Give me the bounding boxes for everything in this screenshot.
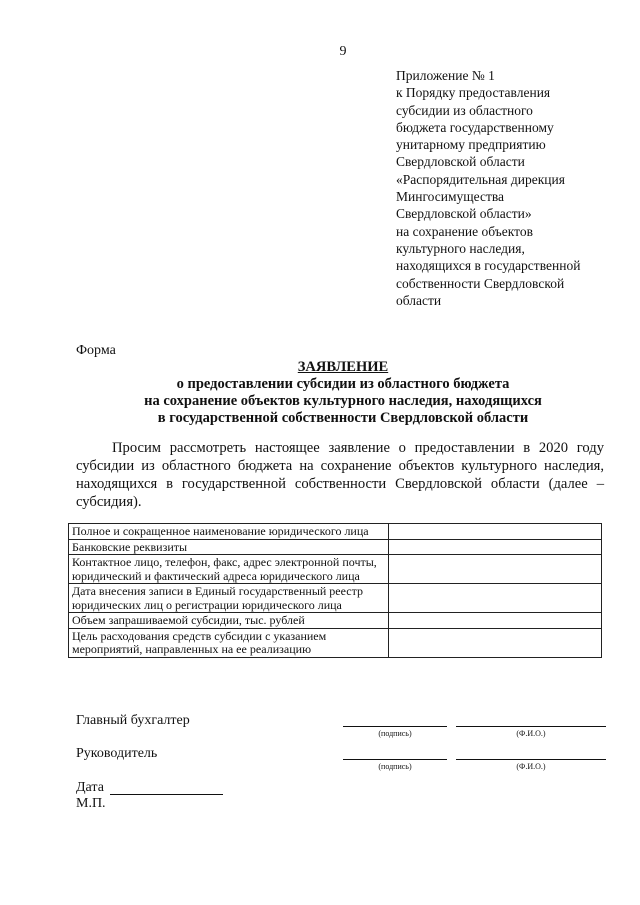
chief-accountant-label: Главный бухгалтер (76, 713, 190, 728)
row-value-field[interactable] (389, 524, 602, 540)
row-label: Цель расходования средств субсидии с указанием мероприятий, направленных на ее реализацию (69, 628, 389, 657)
row-value-field[interactable] (389, 613, 602, 629)
head-label: Руководитель (76, 746, 158, 761)
appendix-line: находящихся в государственной (396, 258, 581, 274)
title-line: в государственной собственности Свердловской области (157, 410, 529, 426)
table-row (69, 524, 602, 540)
appendix-line: унитарному предприятию (396, 137, 546, 153)
page-number: 9 (339, 44, 347, 59)
title-line: на сохранение объектов культурного наследия, находящихся (144, 393, 542, 409)
table-row (69, 584, 602, 613)
chief-accountant-signature-line[interactable] (343, 726, 447, 727)
form-label: Форма (76, 343, 116, 358)
appendix-line: субсидии из областного (396, 102, 533, 118)
title-line: о предоставлении субсидии из областного бюджета (176, 376, 510, 392)
body-paragraph (76, 439, 604, 511)
row-label: Дата внесения записи в Единый государственный реестр юридических лиц о регистрации юридического лица (69, 584, 389, 613)
appendix-line: Свердловской области» (396, 206, 532, 222)
appendix-line: области (396, 292, 442, 308)
stamp-label: М.П. (76, 796, 106, 811)
row-label: Банковские реквизиты (69, 539, 389, 555)
date-line[interactable] (110, 794, 223, 795)
name-caption: (Ф.И.О.) (516, 762, 546, 771)
body-first-line: Просим рассмотреть настоящее заявление о предоставлении в 2020 году (112, 440, 604, 456)
appendix-line: культурного наследия, (396, 240, 525, 256)
table-row (69, 613, 602, 629)
appendix-line: на сохранение объектов (396, 223, 534, 239)
body-rest: субсидии из областного бюджета на сохранение объектов культурного наследия, находящихся в государственной собственности Свердловской области (далее – субсидия). (76, 458, 604, 510)
appendix-line: бюджета государственному (396, 119, 554, 135)
name-caption: (Ф.И.О.) (516, 729, 546, 738)
appendix-line: Мингосимущества (396, 189, 505, 205)
table-row (69, 628, 602, 657)
date-label: Дата (76, 780, 104, 795)
chief-accountant-name-line[interactable] (456, 726, 606, 727)
table-row (69, 539, 602, 555)
appendix-line: собственности Свердловской (396, 275, 565, 291)
head-name-line[interactable] (456, 759, 606, 760)
signature-caption: (подпись) (378, 729, 412, 738)
row-value-field[interactable] (389, 584, 602, 613)
appendix-line: Свердловской области (396, 154, 525, 170)
appendix-note (396, 67, 626, 309)
row-value-field[interactable] (389, 628, 602, 657)
info-table (68, 523, 602, 658)
table-row (69, 555, 602, 584)
head-signature-line[interactable] (343, 759, 447, 760)
row-label: Полное и сокращенное наименование юридического лица (69, 524, 389, 540)
appendix-line: Приложение № 1 (396, 68, 495, 83)
appendix-line: к Порядку предоставления (396, 85, 551, 101)
row-label: Объем запрашиваемой субсидии, тыс. рублей (69, 613, 389, 629)
row-value-field[interactable] (389, 555, 602, 584)
signature-caption: (подпись) (378, 762, 412, 771)
title-main: ЗАЯВЛЕНИЕ (297, 359, 389, 375)
appendix-line: «Распорядительная дирекция (396, 171, 565, 187)
row-value-field[interactable] (389, 539, 602, 555)
row-label: Контактное лицо, телефон, факс, адрес электронной почты, юридический и фактический адреса юридического лица (69, 555, 389, 584)
document-title (0, 359, 640, 427)
